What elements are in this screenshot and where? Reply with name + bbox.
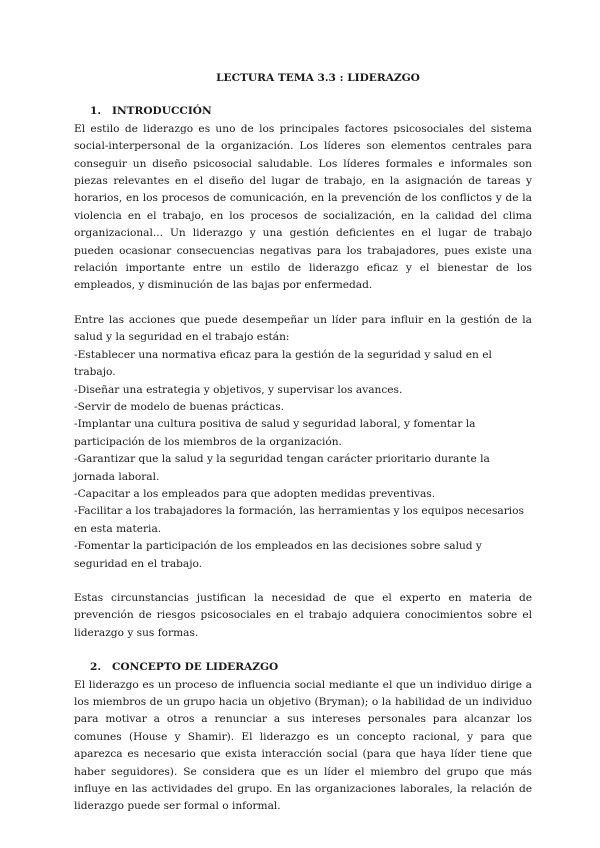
section-title: INTRODUCCIÓN — [112, 105, 212, 118]
list-item: -Establecer una normativa eficaz para la gestión de la seguridad y salud en el trabajo. — [74, 348, 492, 379]
section-introduccion — [74, 103, 532, 659]
section-heading-concepto — [74, 659, 532, 676]
section-number: 1. — [90, 105, 102, 118]
list-item: -Diseñar una estrategia y objetivos, y supervisar los avances. — [74, 383, 403, 396]
paragraph-spacer — [74, 642, 532, 659]
conclusion-paragraph: Estas circunstancias justifican la necesidad de que el experto en materia de prevención de riesgos psicosociales en el trabajo adquiera conocimientos sobre el liderazgo y sus formas. — [74, 591, 532, 639]
intro-paragraph: El estilo de liderazgo es uno de los principales factores psicosociales del sistema social-interpersonal de la organización. Los líderes son elementos centrales para conseguir un diseño psicosocial saludable. Los líderes formales e informales son piezas relevantes en el diseño del lugar de trabajo, en la asignación de tareas y horarios, en los procesos de comunicación, en la prevención de los conflictos y de la violencia en el trabajo, en los procesos de socialización, en la calidad del clima organizacional... Un liderazgo y una gestión deficientes en el lugar de trabajo pueden ocasionar consecuencias negativas para los trabajadores, pues existe una relación importante entre un estilo de liderazgo eficaz y el bienestar de los empleados, y disminución de las bajas por enfermedad. — [74, 122, 532, 292]
section-heading-introduccion — [74, 103, 532, 120]
concepto-paragraph: El liderazgo es un proceso de influencia social mediante el que un individuo dirige a los miembros de un grupo hacia un objetivo (Bryman); o la habilidad de un individuo para motivar a otros a renunciar a sus intereses personales para alcanzar los comunes (House y Shamir). El liderazgo es un concepto racional, y para que aparezca es necesario que exista interacción social (para que haya líder tiene que haber seguidores). Se considera que es un líder el miembro del grupo que más influye en las actividades del grupo. En las organizaciones laborales, la relación de liderazgo puede ser formal o informal. — [74, 678, 532, 813]
list-item: -Capacitar a los empleados para que adopten medidas preventivas. — [74, 487, 436, 500]
actions-list-intro: Entre las acciones que puede desempeñar un líder para influir en la gestión de la salud y la seguridad en el trabajo están: — [74, 313, 532, 344]
list-item: -Garantizar que la salud y la seguridad tengan carácter prioritario durante la jornada laboral. — [74, 453, 490, 483]
list-item: -Implantar una cultura positiva de salud y seguridad laboral, y fomentar la participación de los miembros de la organización. — [74, 418, 476, 448]
list-item: -Fomentar la participación de los empleados en las decisiones sobre salud y seguridad en el trabajo. — [74, 540, 482, 570]
section-concepto — [74, 659, 532, 816]
document-page — [74, 70, 532, 816]
list-item: -Facilitar a los trabajadores la formación, las herramientas y los equipos necesarios en esta materia. — [74, 505, 524, 535]
list-item: -Servir de modelo de buenas prácticas. — [74, 400, 285, 413]
document-title: LECTURA TEMA 3.3 : LIDERAZGO — [216, 72, 420, 84]
paragraph-spacer — [74, 295, 532, 312]
paragraph-spacer — [74, 573, 532, 590]
section-title: CONCEPTO DE LIDERAZGO — [112, 661, 279, 674]
section-number: 2. — [90, 661, 102, 674]
